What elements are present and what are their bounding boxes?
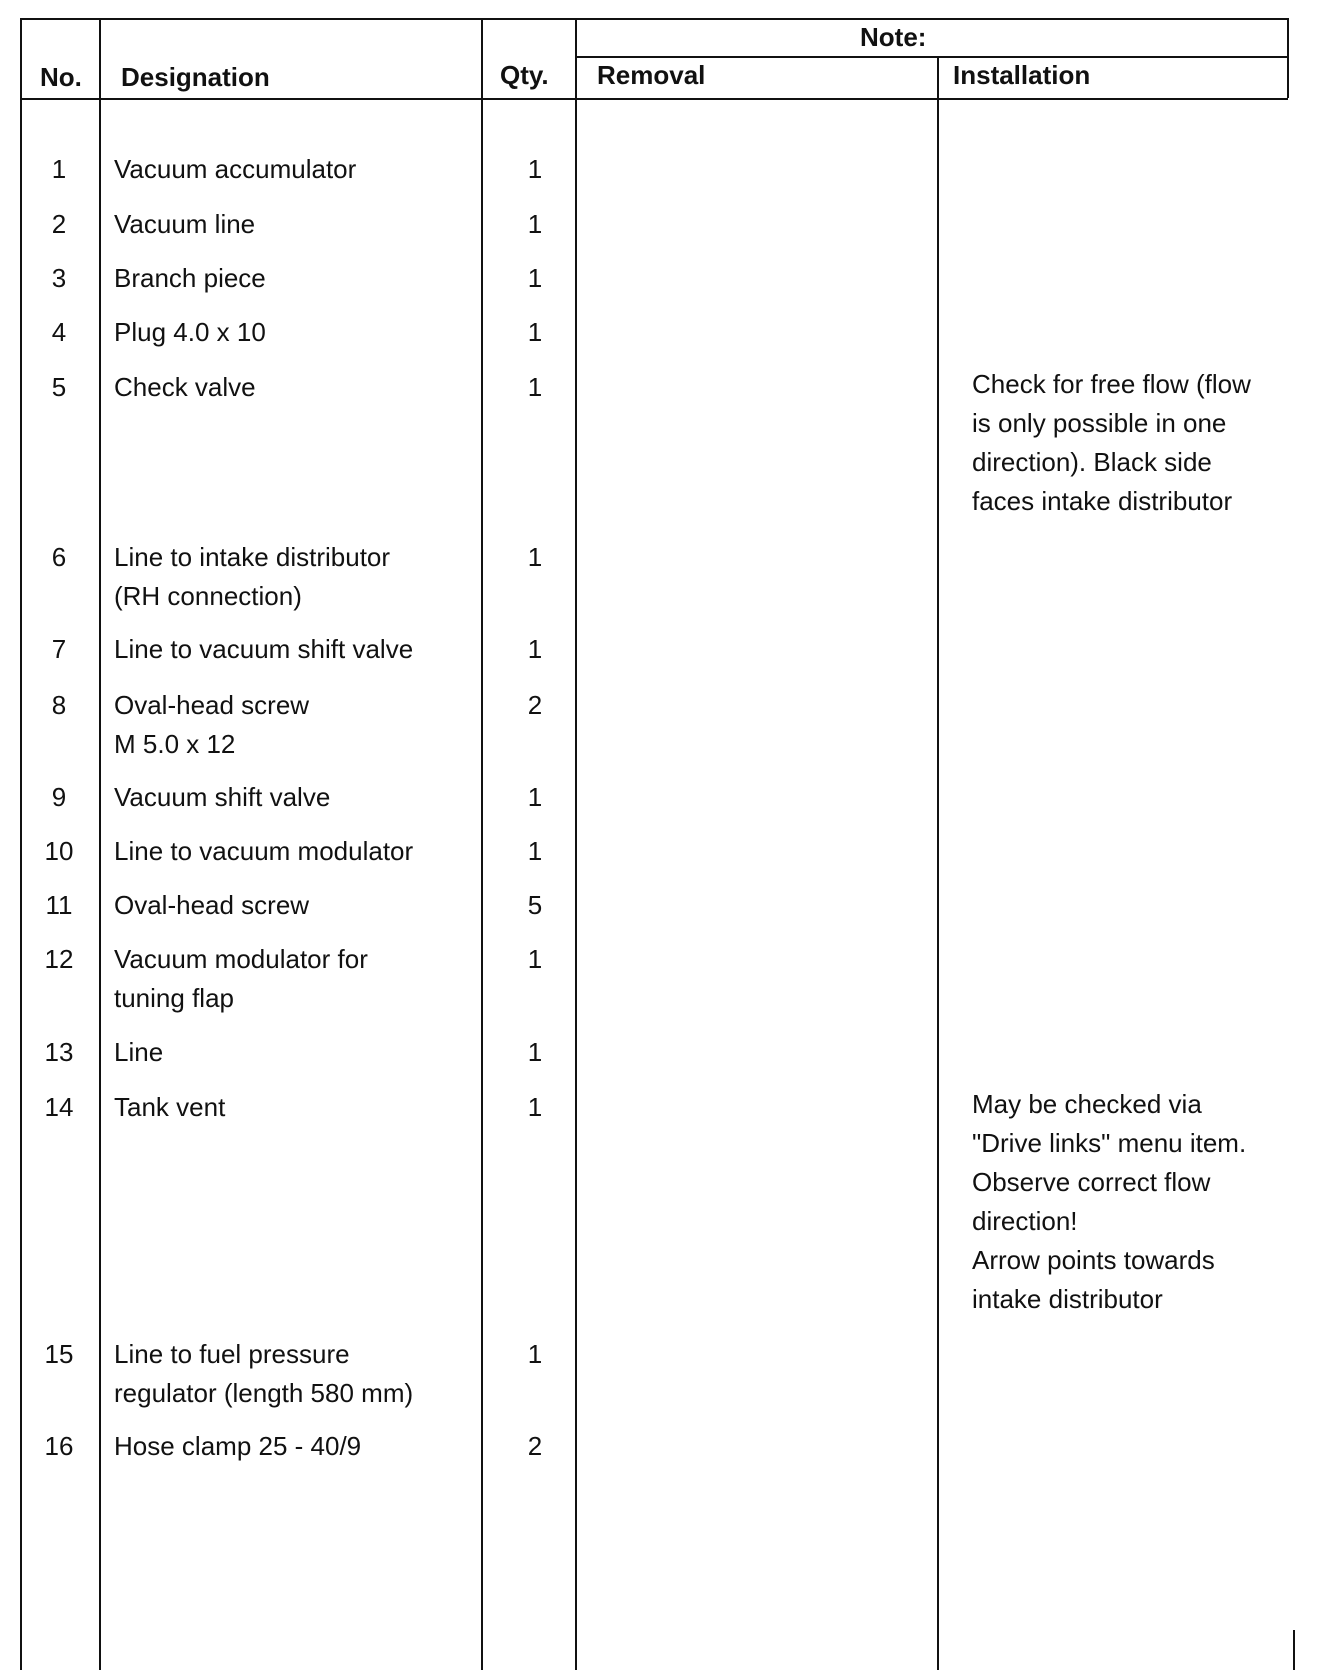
header-designation: Designation [121,62,270,92]
row-quantity: 1 [527,542,543,572]
header-bottom-border [20,98,1288,100]
row-quantity: 2 [527,690,543,720]
row-number: 4 [51,317,67,347]
column-divider-removal [937,56,939,1670]
row-designation: Line [114,1037,164,1067]
row-quantity: 5 [527,890,543,920]
row-designation: Check valve [114,372,256,402]
row-quantity: 1 [527,1092,543,1122]
table-right-border-lower [1293,1630,1295,1670]
row-number: 2 [51,209,67,239]
row-number: 9 [51,782,67,812]
row-quantity: 1 [527,1339,543,1369]
row-designation: Vacuum accumulator [114,154,357,184]
row-designation: Line to intake distributor (RH connection) [114,542,391,611]
row-quantity: 1 [527,263,543,293]
row-number: 11 [45,890,73,920]
row-designation: Tank vent [114,1092,226,1122]
row-quantity: 1 [527,317,543,347]
row-quantity: 1 [527,372,543,402]
column-divider-designation [481,18,483,1670]
row-number: 16 [44,1431,74,1461]
row-quantity: 1 [527,1037,543,1067]
header-removal: Removal [597,60,706,90]
row-designation: Vacuum shift valve [114,782,331,812]
row-number: 6 [51,542,67,572]
row-quantity: 1 [527,154,543,184]
row-designation: Plug 4.0 x 10 [114,317,266,347]
table-left-border [20,18,22,1670]
row-quantity: 1 [527,209,543,239]
row-designation: Vacuum modulator for tuning flap [114,944,368,1013]
row-quantity: 1 [527,782,543,812]
row-designation: Oval-head screw M 5.0 x 12 [114,690,310,759]
header-no: No. [40,62,82,92]
row-number: 8 [51,690,67,720]
table-top-border [20,18,1288,20]
row-number: 1 [51,154,67,184]
row-quantity: 1 [527,836,543,866]
row-number: 10 [44,836,74,866]
row-number: 3 [51,263,67,293]
row-designation: Line to fuel pressure regulator (length 580 mm) [114,1339,414,1408]
row-number: 12 [44,944,74,974]
row-number: 7 [51,634,67,664]
row-number: 13 [44,1037,74,1067]
row-designation: Line to vacuum shift valve [114,634,414,664]
row-number: 14 [44,1092,74,1122]
note-subheader-line [575,56,1288,58]
row-designation: Branch piece [114,263,266,293]
row-number: 15 [44,1339,74,1369]
row-number: 5 [51,372,67,402]
row-installation-note: Check for free flow (flow is only possible in one direction). Black side faces intake distributor [972,369,1251,516]
row-quantity: 2 [527,1431,543,1461]
column-divider-qty [575,18,577,1670]
header-note: Note: [860,22,927,52]
row-designation: Line to vacuum modulator [114,836,414,866]
row-installation-note: May be checked via "Drive links" menu item. Observe correct flow direction! Arrow points towards intake distributor [972,1089,1247,1314]
row-quantity: 1 [527,944,543,974]
row-designation: Hose clamp 25 - 40/9 [114,1431,362,1461]
header-installation: Installation [953,60,1091,90]
table-right-border [1287,18,1289,98]
row-quantity: 1 [527,634,543,664]
header-qty: Qty. [500,60,549,90]
row-designation: Oval-head screw [114,890,310,920]
column-divider-no [99,18,101,1670]
row-designation: Vacuum line [114,209,256,239]
